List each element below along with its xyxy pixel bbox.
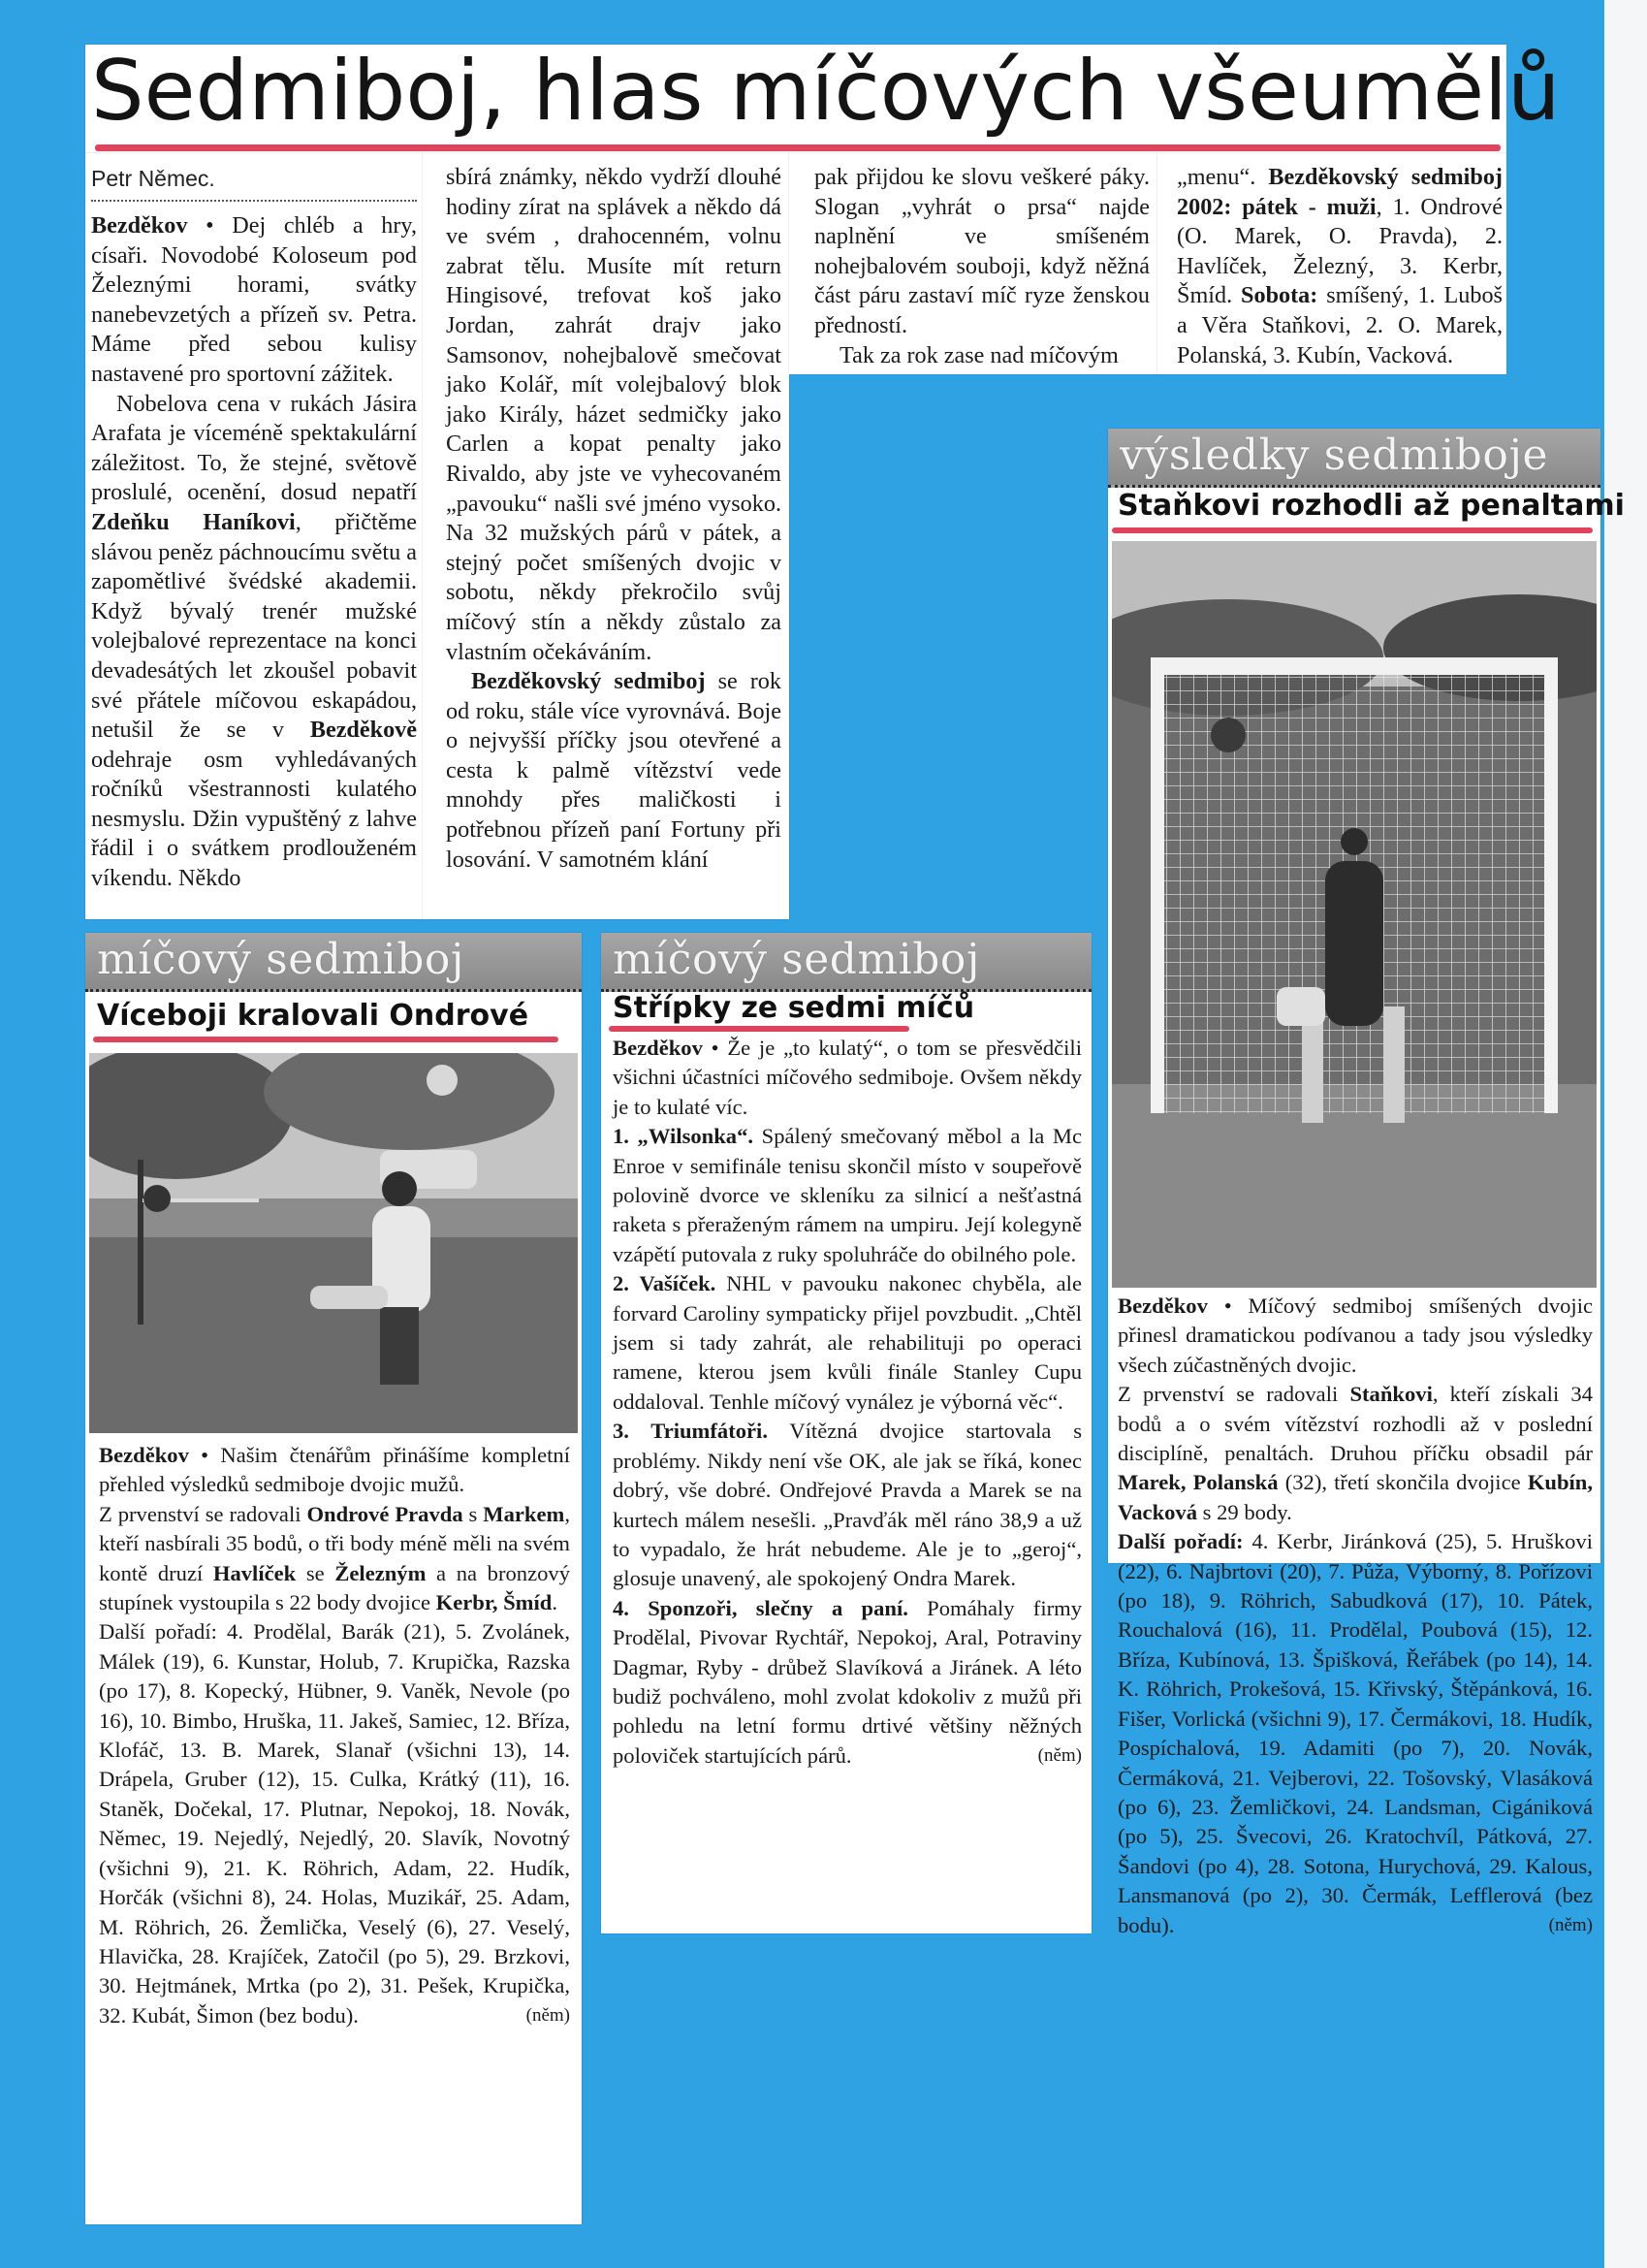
author-byline: Petr Němec. (91, 166, 215, 191)
men-kicker-bar (85, 933, 582, 992)
results-para3: Další pořadí: 4. Kerbr, Jiránková (25), 5. Hruškovi (22), 6. Najbrtovi (20), 7. Půža, Výborný, 8. Pořízovi (po 18), 9. Röhrich, Sabudková (17), 10. Pátek, Rouchalová (16), 11. Prodělal, Poubová (15), 12. Bříza, Kubínová, 13. Špišková, Řeřábek (po 14), 14. K. Röhrich, Prokešová, 15. Křivský, Štěpánková, 16. Fišer, Vorlická (všichni 9), 17. Čermákovi, 18. Hudík, Pospíchalová, 19. Adamiti (po 7), 20. Novák, Čermáková, 21. Vejberovi, 22. Tošovský, Vlasáková (po 6), 23. Žemličkovi, 24. Landsman, Cigániková (po 5), 25. Švecovi, 26. Kratochvíl, Pátková, 27. Šandovi (po 4), 28. Sotona, Hurychová, 29. Kalous, Lansmanová (po 2), 30. Čermák, Lefflerová (bez bodu). (něm) (1118, 1527, 1593, 1940)
tidbit-4: 4. Sponzoři, slečny a paní. Pomáhaly firmy Prodělal, Pivovar Rychtář, Nepokoj, Aral, Potraviny Dagmar, Ryby - drůbež Slavíková a Jiránek. A léto budiž pochváleno, mohl zvolat kdokoliv z mužů při pohledu na letní formu drtivé většiny něžných poloviček startujících párů. (něm) (613, 1594, 1082, 1771)
results-para1: Bezděkov • Míčový sedmiboj smíšených dvojic přinesl dramatickou podívanou a tady jsou výsledky všech zúčastněných dvojic. (1118, 1294, 1593, 1377)
main-col1-para1: Bezděkov • Dej chléb a hry, císaři. Novodobé Koloseum pod Železnými horami, svátky nanebevzetých a přízeň sv. Petra. Máme před sebou kulisy nastavené pro sportovní zážitek. (91, 212, 417, 387)
main-col3-para2: Tak za rok zase nad míčovým (839, 341, 1119, 368)
title-underline (95, 144, 1501, 151)
main-col4-para1: „menu“. Bezděkovský sedmiboj 2002: pátek - muži, 1. Ondrové (O. Marek, O. Pravda), 2. Havlíček, Železný, 3. Kerbr, Šmíd. Sobota: smíšený, 1. Luboš a Věra Staňkovi, 2. O. Marek, Polanská, 3. Kubín, Vacková. (1177, 164, 1503, 368)
men-kicker: míčový sedmiboj (97, 935, 465, 984)
tidbit-3: 3. Triumfátoři. Vítězná dvojice startovala s problémy. Nikdy není vše OK, ale jak se říká, konec dobrý, vše dobré. Ondřejové Pravda a Marek se na kurtech málem nesešli. „Pravďák měl ráno 38,9 a už to vypadalo, že hrát nebudeme. Ale je to „geroj“, glosuje unavený, ale spokojený Ondra Marek. (613, 1419, 1082, 1591)
main-col3-para1: pak přijdou ke slovu veškeré páky. Slogan „vyhrát o prsa“ najde naplnění ve smíšeném nohejbalovém souboji, když něžná část páru zastaví míč ryze ženskou předností. (814, 164, 1150, 338)
main-col1-para2: Nobelova cena v rukách Jásira Arafata je víceméně spektakulární záležitost. To, že stejné, světově proslulé, ocenění, dosud nepatří Zdeňku Haníkovi, přičtěme slávou peněz páchnoucímu světu a zapomětlivé švédské akademii. Když bývalý trenér mužské volejbalové reprezentace na konci devadesátých let zkoušel pobavit své přátele míčovou eskapádou, netušil že se v Bezděkově odehraje osm vyhledávaných ročníků všestrannosti kulatého nesmyslu. Džin vypuštěný z lahve řádil i o svátkem prodlouženém víkendu. Někdo (91, 390, 417, 892)
byline-divider (91, 200, 417, 202)
results-headline: Staňkovi rozhodli až penaltami (1118, 489, 1625, 523)
results-headline-underline (1112, 527, 1593, 533)
men-para2: Z prvenství se radovali Ondrové Pravda s Markem, kteří nasbírali 35 bodů, o tři body méně měli na svém kontě druzí Havlíček se Železným a na bronzový stupínek vystoupila s 22 body dvojice Kerbr, Šmíd. (99, 1501, 571, 1615)
goalkeeper-photo (1112, 541, 1597, 1288)
men-headline-underline (93, 1037, 558, 1042)
main-article-column-4 (1157, 153, 1506, 374)
men-para3: Další pořadí: 4. Prodělal, Barák (21), 5. Zvolánek, Málek (19), 6. Kunstar, Holub, 7. Krupička, Razska (po 17), 8. Kopecký, Hübner, 9. Vaněk, Nevole (po 16), 10. Bimbo, Hruška, 11. Jakeš, Samiec, 12. Bříza, Klofáč, 13. B. Marek, Slanař (všichni 13), 14. Drápela, Gruber (12), 15. Culka, Krátký (11), 16. Staněk, Dočekal, 17. Plutnar, Nepokoj, 18. Novák, Němec, 19. Nejedlý, Nejedlý, 20. Slavík, Novotný (všichni 9), 21. K. Röhrich, Adam, 22. Hudík, Horčák (všichni 8), 24. Holas, Muzikář, 25. Adam, M. Röhrich, 26. Žemlička, Veselý (6), 27. Veselý, Hlavička, 28. Krajíček, Zatočil (po 5), 29. Brzkovi, 30. Hejtmánek, Mrtka (po 2), 31. Pešek, Krupička, 32. Kubát, Šimon (bez bodu). (něm) (99, 1617, 570, 2030)
main-col2-para1: sbírá známky, někdo vydrží dlouhé hodiny zírat na splávek a někdo dá ve svém , drahocenném, volnu zabrat tělu. Musíte mít return Hingisové, trefovat koš jako Jordan, zahrát drajv jako Samsonov, nohejbalově smečovat jako Kolář, mít volejbalový blok jako Király, házet sedmičky jako Carlen a kopat penalty jako Rivaldo, aby jste ve vyhecovaném „pavouku“ našli své jméno vysoko. Na 32 mužských párů v pátek, a stejný počet smíšených dvojic v sobotu, někdy překročilo svůj míčový stín a někdy zůstalo za vlastním očekáváním. (446, 164, 781, 665)
men-results-article (85, 933, 582, 2224)
main-col2-para2: Bezděkovský sedmiboj se rok od roku, stále více vyrovnává. Boje o nejvyšší příčky jsou otevřené a cesta k palmě vítězství vede mnohdy přes maličkosti i potřebnou přízeň paní Fortuny při losování. V samotném klání (446, 668, 781, 873)
results-para2: Z prvenství se radovali Staňkovi, kteří získali 34 bodů a o svém vítězství rozhodli až v poslední disciplíně, penaltách. Druhou příčku obsadil pár Marek, Polanská (32), třetí skončila dvojice Kubín, Vacková s 29 body. (1118, 1382, 1594, 1524)
tidbits-headline: Střípky ze sedmi míčů (613, 991, 975, 1025)
results-kicker: výsledky sedmiboje (1120, 431, 1548, 480)
tidbits-signature: (něm) (1037, 1744, 1082, 1766)
tidbit-2: 2. Vašíček. NHL v pavouku nakonec chyběla, ale forvard Caroliny sympaticky přijel povzbudit. „Chtěl jsem si tady zahrát, ale rehabilituji po operaci ramene, kterou jsem kvůli finále Stanley Cupu oddaloval. Tenhle míčový vynález je výborná věc“. (613, 1271, 1082, 1414)
tidbits-body (613, 1034, 1082, 1771)
main-article-column-2 (423, 153, 789, 919)
results-body (1118, 1292, 1593, 1940)
tidbit-1: 1. „Wilsonka“. Spálený smečovaný měbol a la Mc Enroe v semifinále tenisu skončil místo v soupeřově polovině dvorce ve skleníku za silnicí a nešťastná raketa s přeraženým rámem na umpiru. Její kolegyně vzápětí putovala z ruky spoluhráče do obilného pole. (613, 1124, 1082, 1266)
results-article (1108, 429, 1625, 1937)
dateline-place: Bezděkov (91, 212, 188, 239)
main-article-column-3 (789, 153, 1157, 374)
paper-edge (1604, 0, 1647, 2268)
results-signature: (něm) (1548, 1914, 1593, 1935)
men-headline: Víceboji kralovali Ondrové (97, 999, 529, 1033)
men-signature: (něm) (525, 2004, 570, 2026)
tidbits-kicker-bar (601, 933, 1092, 992)
results-kicker-bar (1108, 429, 1600, 488)
tidbits-article (601, 933, 1092, 1933)
tidbits-intro: Bezděkov • Že je „to kulatý“, o tom se přesvědčili všichni účastníci míčového sedmiboje. Ovšem někdy je to kulaté víc. (613, 1036, 1082, 1119)
main-article-title: Sedmiboj, hlas míčových všeumělů (91, 43, 1561, 140)
main-article-column-1 (85, 153, 423, 919)
tidbits-kicker: míčový sedmiboj (613, 935, 981, 984)
main-article-headline-clip (85, 43, 1561, 153)
thrower-photo-image (89, 1053, 578, 1433)
thrower-photo (89, 1053, 578, 1433)
tidbits-headline-underline (609, 1026, 909, 1032)
men-para1: Bezděkov • Našim čtenářům přinášíme kompletní přehled výsledků sedmiboje dvojic mužů. (99, 1443, 570, 1497)
goalkeeper-photo-image (1112, 541, 1597, 1288)
men-body (99, 1441, 570, 2030)
